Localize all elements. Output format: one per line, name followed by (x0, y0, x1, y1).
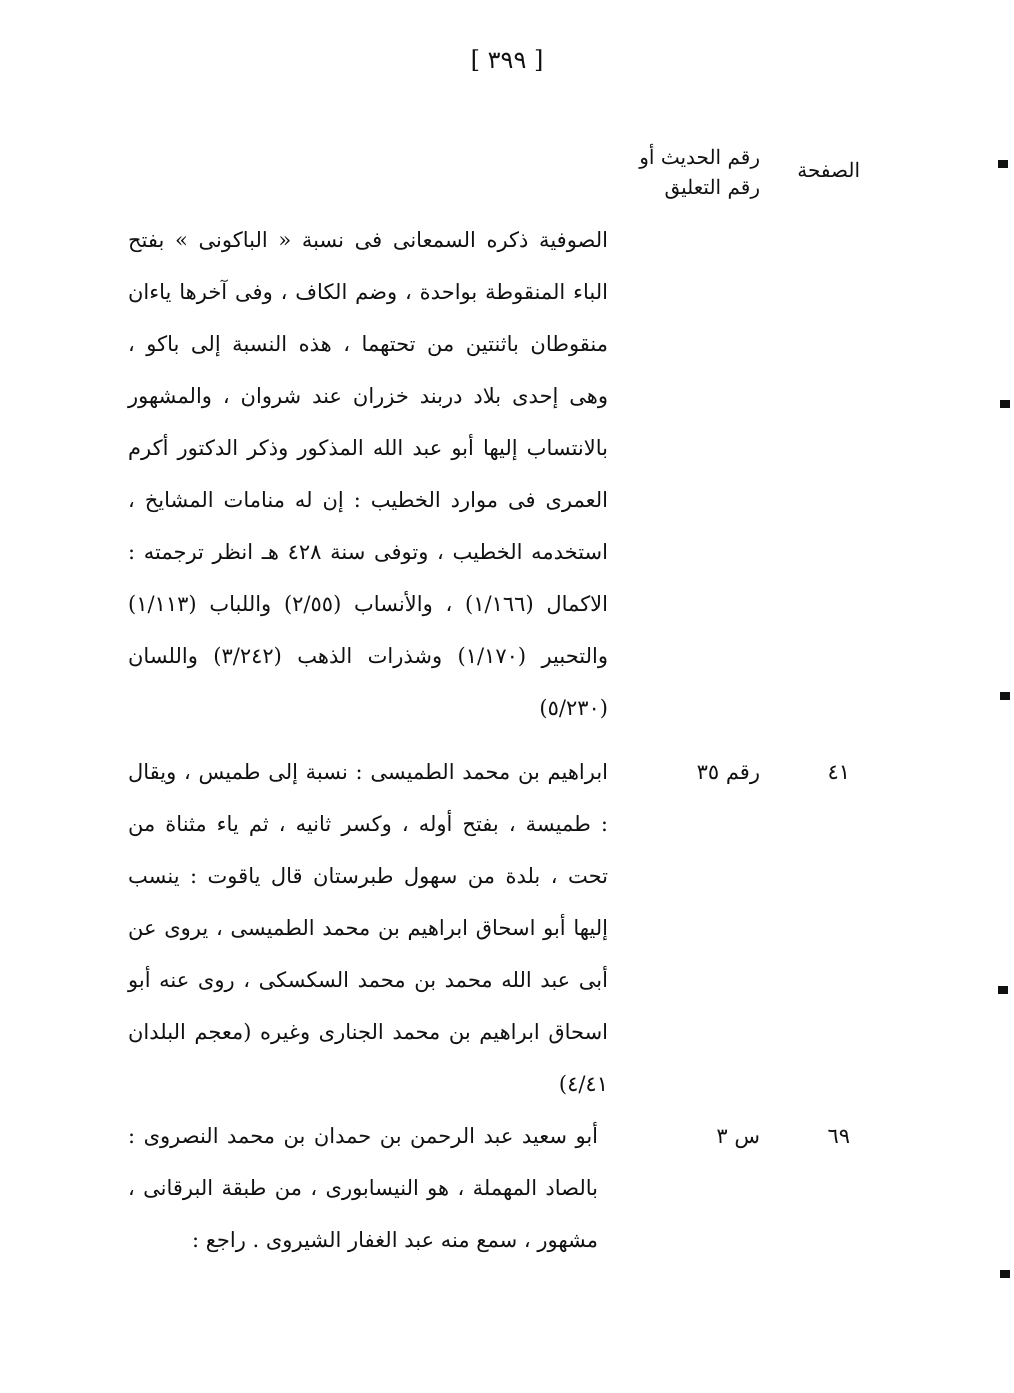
entry-text: الصوفية ذكره السمعانى فى نسبة « الباكونى » بفتح الباء المنقوطة بواحدة ، وضم الكاف ، وفى آخرها ياءان منقوطان باثنتين من تحتهما ، هذه النسبة إلى باكو ، وهى إحدى بلاد دربند خزران عند شروان ، والمشهور بالانتساب إليها أبو عبد الله المذكور وذكر الدكتور أكرم العمرى فى موارد الخطيب : إن له منامات المشايخ ، استخدمه الخطيب ، وتوفى سنة ٤٢٨ هـ انظر ترجمته : الاكمال (١/١٦٦) ، والأنساب (٢/٥٥) واللباب (١/١١٣) والتحبير (١/١٧٠) وشذرات الذهب (٣/٢٤٢) واللسان (٥/٢٣٠) (128, 228, 608, 720)
margin-mark (1000, 692, 1010, 700)
page-number: [ ٣٩٩ ] (470, 46, 544, 74)
margin-mark (998, 160, 1008, 168)
column-header-page: الصفحة (797, 158, 860, 182)
entry-page-number: ٤١ (827, 760, 850, 784)
entry-page-number: ٦٩ (827, 1124, 850, 1148)
margin-mark (1000, 1270, 1010, 1278)
margin-mark (1000, 400, 1010, 408)
entry-reference: رقم ٣٥ (696, 760, 760, 784)
entry-text: أبو سعيد عبد الرحمن بن حمدان بن محمد النصروى : بالصاد المهملة ، هو النيسابورى ، من طبقة البرقانى ، مشهور ، سمع منه عبد الغفار الشيروى . راجع : (128, 1124, 598, 1252)
column-header-reference: رقم الحديث أو رقم التعليق (639, 145, 760, 199)
entry-reference: س ٣ (716, 1124, 760, 1148)
entry-text: ابراهيم بن محمد الطميسى : نسبة إلى طميس ، ويقال : طميسة ، بفتح أوله ، وكسر ثانيه ، ثم ياء مثناة من تحت ، بلدة من سهول طبرستان قال ياقوت : ينسب إليها أبو اسحاق ابراهيم بن محمد الطميسى ، يروى عن أبى عبد الله محمد بن محمد السكسكى ، روى عنه أبو اسحاق ابراهيم بن محمد الجنارى وغيره (معجم البلدان ٤/٤١) (128, 760, 608, 1096)
margin-mark (998, 986, 1008, 994)
